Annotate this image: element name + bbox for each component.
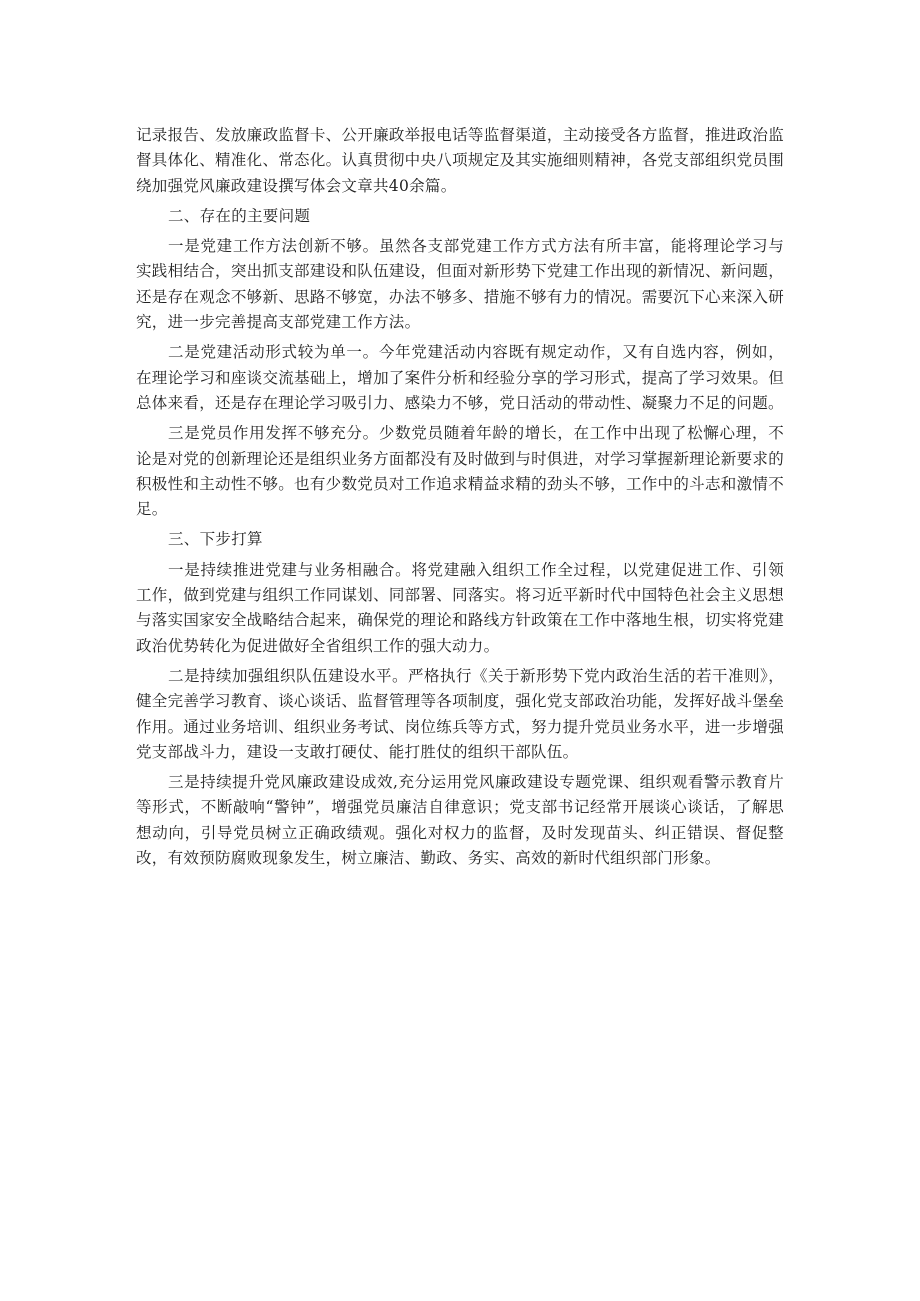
plan-paragraph-2: 二是持续加强组织队伍建设水平。严格执行《关于新形势下党内政治生活的若干准则》，健全完善学习教育、谈心谈话、监督管理等各项制度，强化党支部政治功能，发挥好战斗堡垒作用。通过业务培训、组织业务考试、岗位练兵等方式，努力提升党员业务水平，进一步增强党支部战斗力，建设一支敢打硬仗、能打胜仗的组织干部队伍。 — [136, 666, 784, 761]
section-heading-next-steps: 三、下步打算 — [168, 530, 263, 549]
problem-paragraph-2: 二是党建活动形式较为单一。今年党建活动内容既有规定动作，又有自选内容，例如，在理论学习和座谈交流基础上，增加了案件分析和经验分享的学习形式，提高了学习效果。但总体来看，还是存在理论学习吸引力、感染力不够，党日活动的带动性、凝聚力不足的问题。 — [136, 343, 784, 412]
document-body — [136, 123, 784, 876]
problem-paragraph-1: 一是党建工作方法创新不够。虽然各支部党建工作方式方法有所丰富，能将理论学习与实践相结合，突出抓支部建设和队伍建设，但面对新形势下党建工作出现的新情况、新问题，还是存在观念不够新、思路不够宽，办法不够多、措施不够有力的情况。需要沉下心来深入研究，进一步完善提高支部党建工作方法。 — [136, 237, 784, 332]
intro-continuation-paragraph: 记录报告、发放廉政监督卡、公开廉政举报电话等监督渠道，主动接受各方监督，推进政治监督具体化、精准化、常态化。认真贯彻中央八项规定及其实施细则精神，各党支部组织党员围绕加强党风廉政建设撰写体会文章共40余篇。 — [136, 126, 784, 195]
plan-paragraph-3: 三是持续提升党风廉政建设成效,充分运用党风廉政建设专题党课、组织观看警示教育片等形式，不断敲响“警钟”，增强党员廉洁自律意识；党支部书记经常开展谈心谈话，了解思想动向，引导党员树立正确政绩观。强化对权力的监督，及时发现苗头、纠正错误、督促整改，有效预防腐败现象发生，树立廉洁、勤政、务实、高效的新时代组织部门形象。 — [136, 773, 784, 868]
section-heading-problems: 二、存在的主要问题 — [168, 206, 311, 225]
plan-paragraph-1: 一是持续推进党建与业务相融合。将党建融入组织工作全过程，以党建促进工作、引领工作，做到党建与组织工作同谋划、同部署、同落实。将习近平新时代中国特色社会主义思想与落实国家安全战略结合起来，确保党的理论和路线方针政策在工作中落地生根，切实将党建政治优势转化为促进做好全省组织工作的强大动力。 — [136, 560, 784, 655]
problem-paragraph-3: 三是党员作用发挥不够充分。少数党员随着年龄的增长，在工作中出现了松懈心理，不论是对党的创新理论还是组织业务方面都没有及时做到与时俱进，对学习掌握新理论新要求的积极性和主动性不够。也有少数党员对工作追求精益求精的劲头不够，工作中的斗志和激情不足。 — [136, 424, 784, 519]
